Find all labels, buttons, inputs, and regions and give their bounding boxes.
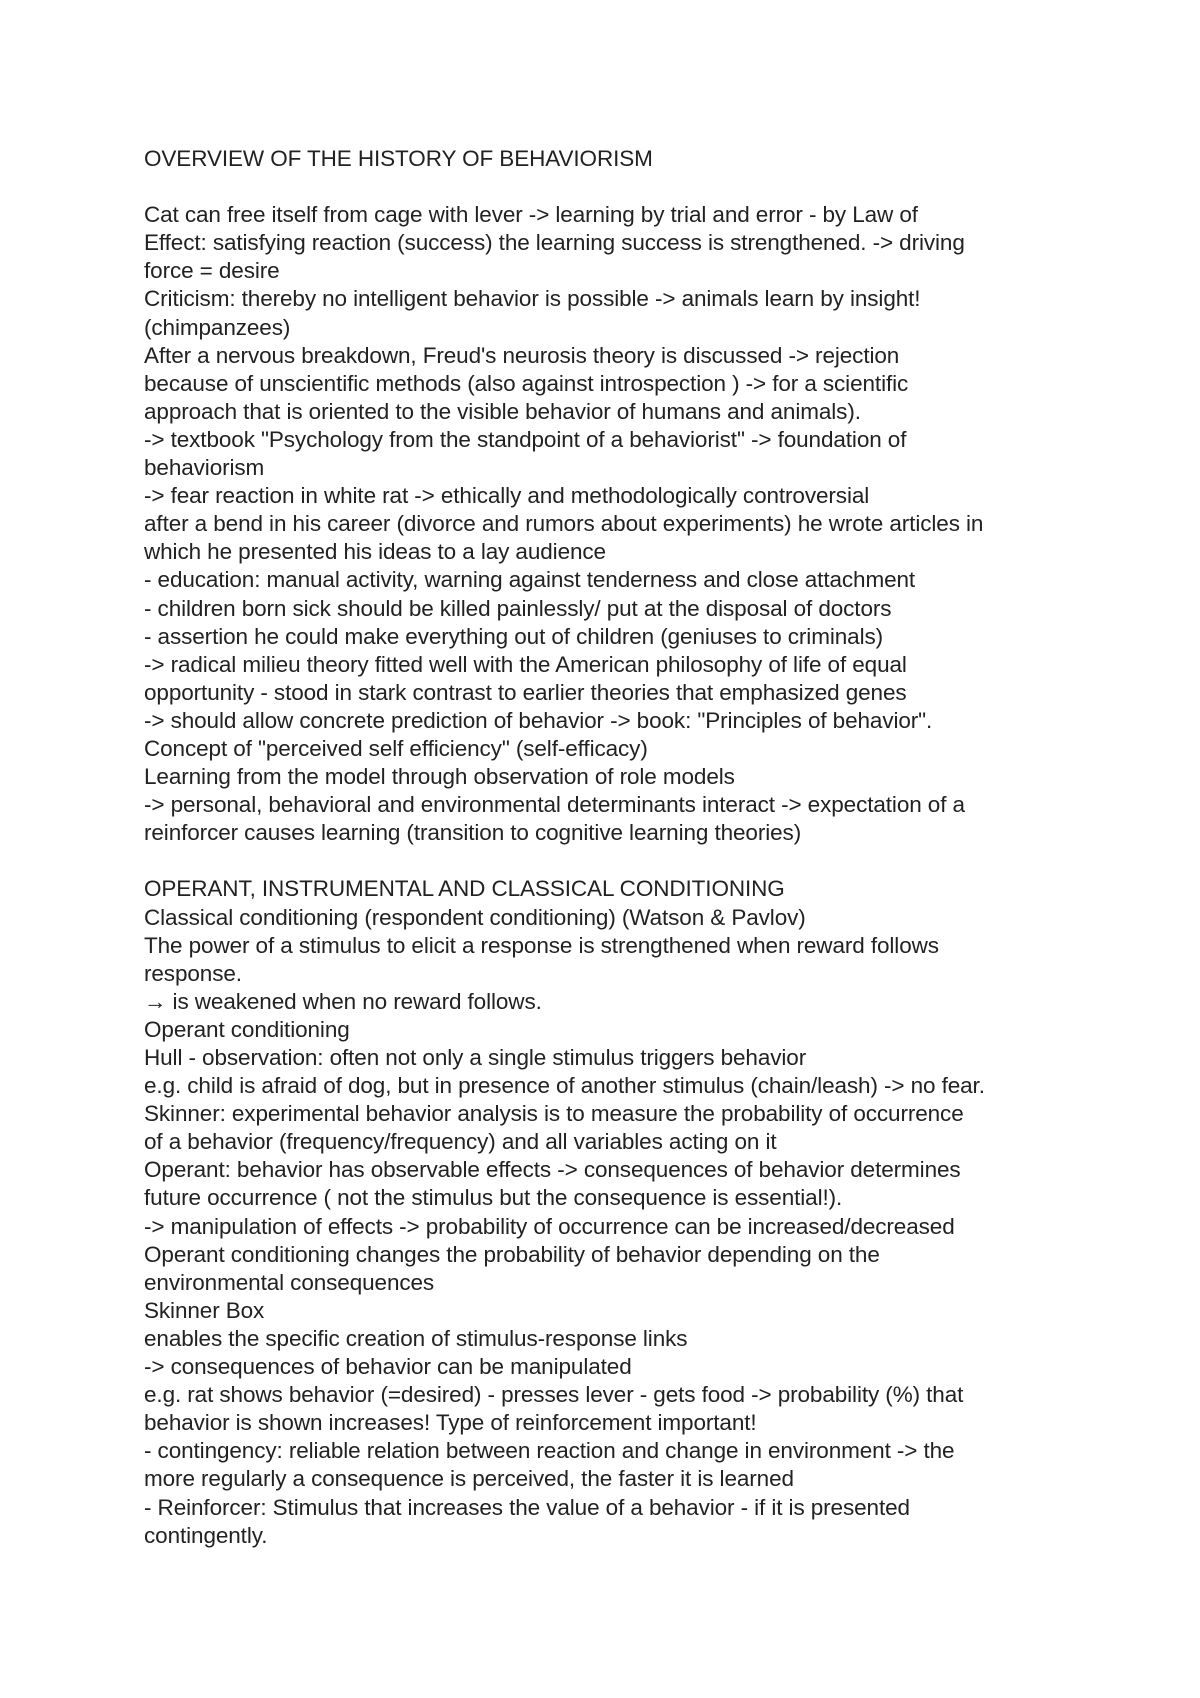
text-line: - education: manual activity, warning against tenderness and close attachment (144, 567, 916, 593)
text-line: - children born sick should be killed painlessly/ put at the disposal of doctors (144, 595, 892, 621)
text-line: The power of a stimulus to elicit a response is strengthened when reward follows (144, 932, 939, 958)
text-line: future occurrence ( not the stimulus but the consequence is essential!). (144, 1185, 843, 1211)
text-line: Learning from the model through observation of role models (144, 764, 735, 790)
text-line: Concept of "perceived self efficiency" (self-efficacy) (144, 735, 648, 761)
text-line: reinforcer causes learning (transition to cognitive learning theories) (144, 820, 802, 846)
text-line: Hull - observation: often not only a single stimulus triggers behavior (144, 1045, 807, 1070)
text-line: e.g. child is afraid of dog, but in presence of another stimulus (chain/leash) -> no fear. (144, 1073, 985, 1099)
text-line: Operant conditioning changes the probability of behavior depending on the (144, 1241, 880, 1267)
text-line: - contingency: reliable relation between reaction and change in environment -> the (144, 1438, 955, 1464)
text-line: - Reinforcer: Stimulus that increases the value of a behavior - if it is presented (144, 1494, 910, 1520)
text-line: after a bend in his career (divorce and rumors about experiments) he wrote articles in (144, 511, 984, 537)
text-line: Criticism: thereby no intelligent behavior is possible -> animals learn by insight! (144, 286, 921, 312)
text-line: Operant: behavior has observable effects -> consequences of behavior determines (144, 1157, 961, 1183)
text-line: response. (144, 960, 242, 986)
text-line: - assertion he could make everything out of children (geniuses to criminals) (144, 623, 884, 649)
text-line: -> fear reaction in white rat -> ethically and methodologically controversial (144, 483, 870, 509)
text-line: which he presented his ideas to a lay audience (144, 539, 606, 565)
text-line: because of unscientific methods (also against introspection ) -> for a scientific (144, 370, 909, 396)
text-line: -> personal, behavioral and environmental determinants interact -> expectation of a (144, 792, 965, 818)
text-line: approach that is oriented to the visible behavior of humans and animals). (144, 398, 861, 424)
text-line: enables the specific creation of stimulus-response links (144, 1325, 688, 1351)
text-line: environmental consequences (144, 1269, 435, 1295)
text-line: opportunity - stood in stark contrast to earlier theories that emphasized genes (144, 679, 907, 705)
section-heading-conditioning: OPERANT, INSTRUMENTAL AND CLASSICAL CONDITIONING (144, 876, 785, 902)
text-line: Skinner Box (144, 1297, 265, 1323)
section-heading-history: OVERVIEW OF THE HISTORY OF BEHAVIORISM (144, 146, 653, 171)
text-line: -> should allow concrete prediction of behavior -> book: "Principles of behavior". (144, 707, 933, 733)
text-line: (chimpanzees) (144, 314, 291, 340)
text-line: more regularly a consequence is perceived, the faster it is learned (144, 1466, 794, 1492)
text-line: e.g. rat shows behavior (=desired) - presses lever - gets food -> probability (%) that (144, 1382, 964, 1408)
text-line: -> textbook "Psychology from the standpoint of a behaviorist" -> foundation of (144, 426, 907, 452)
blank-line (144, 847, 1084, 875)
text-line: Skinner: experimental behavior analysis is to measure the probability of occurrence (144, 1101, 964, 1127)
text-line: Cat can free itself from cage with lever -> learning by trial and error - by Law of (144, 202, 918, 228)
text-line: -> consequences of behavior can be manipulated (144, 1354, 632, 1380)
document-body (144, 145, 1084, 1550)
text-line: force = desire (144, 258, 280, 284)
text-line: Classical conditioning (respondent conditioning) (Watson & Pavlov) (144, 904, 806, 930)
text-line: behavior is shown increases! Type of reinforcement important! (144, 1410, 757, 1436)
text-line: Operant conditioning (144, 1016, 350, 1042)
text-line: -> radical milieu theory fitted well with the American philosophy of life of equal (144, 651, 907, 677)
text-line: -> manipulation of effects -> probability of occurrence can be increased/decreased (144, 1213, 955, 1239)
text-line: Effect: satisfying reaction (success) the learning success is strengthened. -> driving (144, 230, 965, 256)
text-line: After a nervous breakdown, Freud's neurosis theory is discussed -> rejection (144, 342, 900, 368)
blank-line (144, 173, 1084, 201)
text-line: of a behavior (frequency/frequency) and all variables acting on it (144, 1129, 777, 1155)
text-line: → is weakened when no reward follows. (144, 988, 542, 1014)
text-line: behaviorism (144, 455, 265, 481)
text-line: contingently. (144, 1522, 268, 1548)
